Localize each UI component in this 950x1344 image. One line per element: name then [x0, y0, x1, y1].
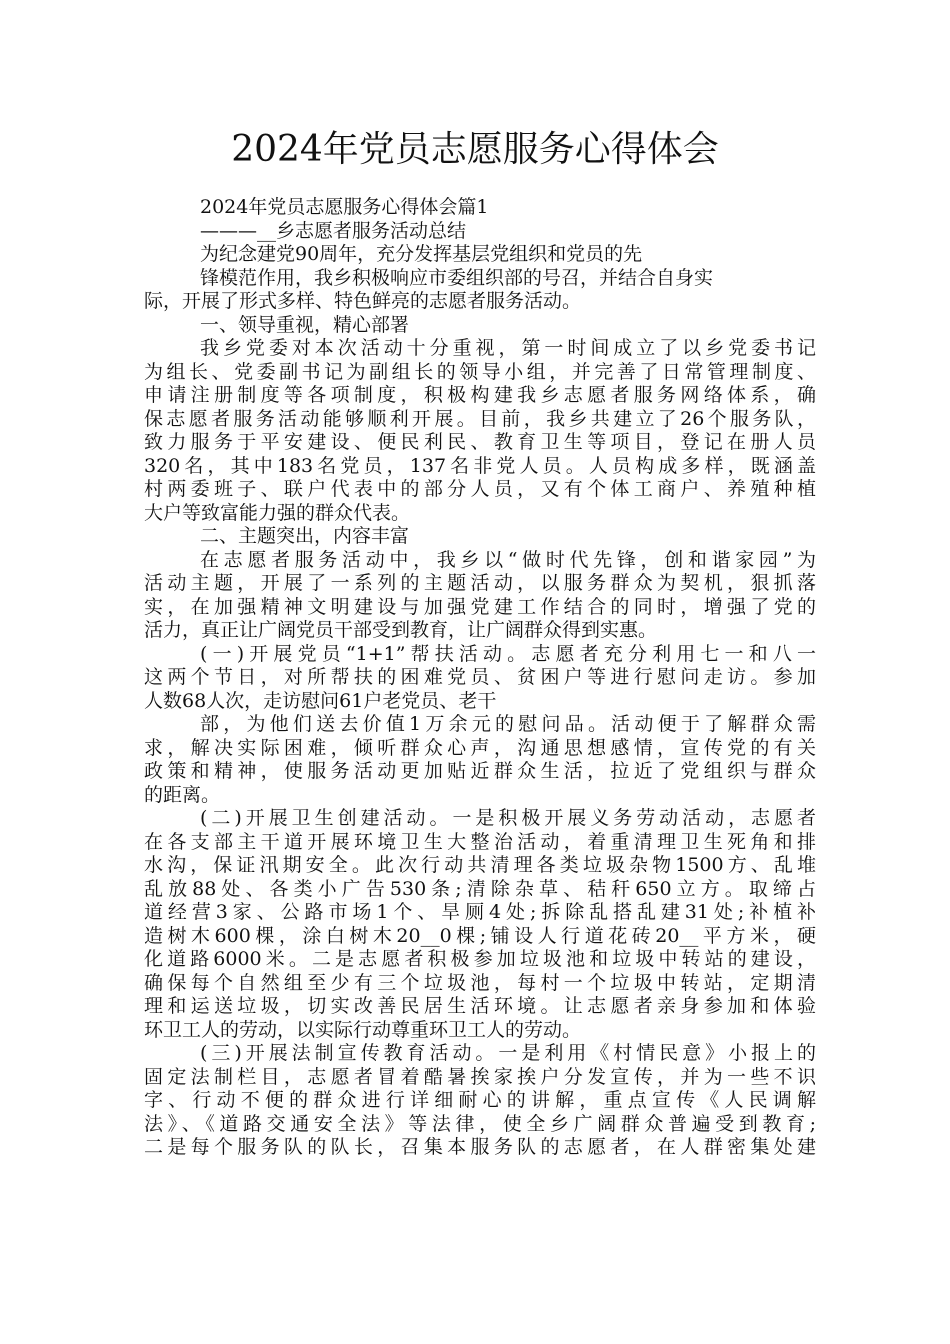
document-title: 2024年党员志愿服务心得体会	[231, 129, 719, 170]
paragraph-line: 活动主题，开展了一系列的主题活动，以服务群众为契机，狠抓落	[144, 572, 816, 594]
paragraph-line: 实，在加强精神文明建设与加强党建工作结合的同时，增强了党的	[144, 595, 816, 618]
section-heading: 一、领导重视，精心部署	[200, 313, 410, 336]
paragraph-line: 为纪念建党90周年，充分发挥基层党组织和党员的先	[200, 243, 643, 265]
paragraph-line: 申请注册制度等各项制度，积极构建我乡志愿者服务网络体系，确	[144, 384, 816, 406]
paragraph-line: 为组长、党委副书记为副组长的领导小组，并完善了日常管理制度、	[144, 360, 816, 383]
paragraph-line: 政策和精神，使服务活动更加贴近群众生活，拉近了党组织与群众	[144, 760, 816, 782]
section-heading: 2024年党员志愿服务心得体会篇1	[200, 196, 489, 218]
paragraph-line: 在各支部主干道开展环境卫生大整治活动，着重清理卫生死角和排	[144, 830, 816, 853]
paragraph-line: 致力服务于平安建设、便民利民、教育卫生等项目，登记在册人员	[144, 431, 816, 453]
paragraph-line: 固定法制栏目，志愿者冒着酷暑挨家挨户分发宣传，并为一些不识	[144, 1065, 816, 1088]
paragraph-line: 二是每个服务队的队长，召集本服务队的志愿者，在人群密集处建	[144, 1136, 816, 1158]
paragraph-line: 这两个节日，对所帮扶的困难党员、贫困户等进行慰问走访。参加	[144, 666, 816, 688]
paragraph-line: 在志愿者服务活动中，我乡以“做时代先锋，创和谐家园”为	[200, 548, 816, 571]
paragraph-line: 大户等致富能力强的群众代表。	[144, 501, 411, 524]
paragraph-line: 法》、《道路交通安全法》等法律，使全乡广阔群众普遍受到教育;	[144, 1112, 816, 1135]
paragraph-line: 际，开展了形式多样、特色鲜亮的志愿者服务活动。	[144, 290, 582, 312]
paragraph-line: 道经营3家、公路市场1个、旱厕4处;拆除乱搭乱建31处;补植补	[144, 901, 816, 923]
paragraph-line: 化道路6000米。二是志愿者积极参加垃圾池和垃圾中转站的建设，	[144, 948, 816, 970]
paragraph-line: 保志愿者服务活动能够顺利开展。目前，我乡共建立了26个服务队，	[144, 407, 816, 430]
paragraph-line: 锋模范作用，我乡积极响应市委组织部的号召，并结合自身实	[200, 266, 714, 289]
paragraph-line: 字、行动不便的群众进行详细耐心的讲解，重点宣传《人民调解	[144, 1089, 816, 1111]
subtitle: ———__乡志愿者服务活动总结	[200, 219, 467, 242]
paragraph-line: 理和运送垃圾，切实改善民居生活环境。让志愿者亲身参加和体验	[144, 995, 816, 1017]
paragraph-line: 320名，其中183名党员，137名非党人员。人员构成多样，既涵盖	[144, 454, 816, 477]
paragraph-line: 环卫工人的劳动，以实际行动尊重环卫工人的劳动。	[144, 1018, 582, 1041]
paragraph-line: (三)开展法制宣传教育活动。一是利用《村情民意》小报上的	[200, 1042, 816, 1064]
paragraph-line: 的距离。	[144, 783, 221, 806]
paragraph-line: 造树木600棵，涂白树木20__0棵;铺设人行道花砖20__平方米，硬	[144, 924, 816, 947]
paragraph-line: 部，为他们送去价值1万余元的慰问品。活动便于了解群众需	[200, 713, 816, 735]
paragraph-line: 活力，真正让广阔党员干部受到教育，让广阔群众得到实惠。	[144, 619, 658, 641]
paragraph-line: (一)开展党员“1+1”帮扶活动。志愿者充分利用七一和八一	[200, 642, 816, 665]
paragraph-line: 村两委班子、联户代表中的部分人员，又有个体工商户、养殖种植	[144, 478, 816, 500]
section-heading: 二、主题突出，内容丰富	[200, 525, 410, 547]
paragraph-line: 乱放88处、各类小广告530条;清除杂草、秸秆650立方。取缔占	[144, 877, 816, 900]
paragraph-line: 水沟，保证汛期安全。此次行动共清理各类垃圾杂物1500方、乱堆	[144, 854, 816, 876]
paragraph-line: 求，解决实际困难，倾听群众心声，沟通思想感情，宣传党的有关	[144, 736, 816, 759]
document-body	[144, 196, 816, 1160]
paragraph-line: 确保每个自然组至少有三个垃圾池，每村一个垃圾中转站，定期清	[144, 971, 816, 994]
paragraph-line: 我乡党委对本次活动十分重视，第一时间成立了以乡党委书记	[200, 337, 816, 359]
paragraph-line: (二)开展卫生创建活动。一是积极开展义务劳动活动，志愿者	[200, 807, 816, 829]
paragraph-line: 人数68人次，走访慰问61户老党员、老干	[144, 689, 497, 712]
